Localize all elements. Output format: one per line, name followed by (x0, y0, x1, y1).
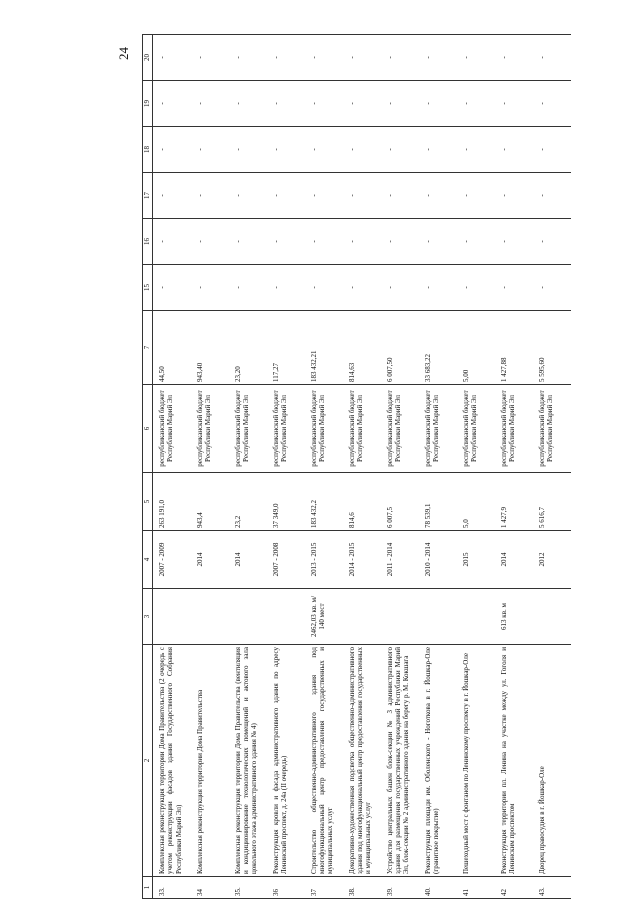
empty-value: - (267, 35, 305, 81)
document-page (108, 35, 616, 899)
funding-source: республиканский бюджет Республики Марий Эл (419, 385, 457, 473)
estimated-cost: 183 432,2 (305, 473, 343, 531)
empty-value: - (267, 81, 305, 127)
empty-value: - (229, 127, 267, 173)
empty-value: - (381, 81, 419, 127)
table-row (381, 35, 419, 899)
period: 2007 - 2009 (153, 531, 191, 589)
table-row (191, 35, 229, 899)
row-number: 40. (419, 877, 457, 899)
estimated-cost: 263 191,0 (153, 473, 191, 531)
empty-value: - (419, 173, 457, 219)
object-name: Реконструкция площади им. Оболенского - Ноготкова в г. Йошкар-Оле (гранитное покрытие) (419, 645, 457, 877)
estimated-cost: 23,2 (229, 473, 267, 531)
empty-value: - (343, 127, 381, 173)
empty-value: - (267, 127, 305, 173)
funding-amount: 814,63 (343, 311, 381, 385)
funding-amount: 117,27 (267, 311, 305, 385)
empty-value: - (381, 173, 419, 219)
funding-source: республиканский бюджет Республики Марий Эл (533, 385, 571, 473)
capacity (191, 589, 229, 645)
row-number: 43. (533, 877, 571, 899)
empty-value: - (419, 127, 457, 173)
funding-amount: 1 427,88 (495, 311, 533, 385)
empty-value: - (495, 173, 533, 219)
program-table (142, 34, 571, 899)
funding-amount: 23,20 (229, 311, 267, 385)
empty-value: - (343, 219, 381, 265)
empty-value: - (343, 173, 381, 219)
table-row (457, 35, 495, 899)
column-header: 20 (143, 35, 153, 81)
row-number: 38. (343, 877, 381, 899)
empty-value: - (229, 173, 267, 219)
table-row (305, 35, 343, 899)
empty-value: - (495, 35, 533, 81)
funding-source: республиканский бюджет Республики Марий Эл (457, 385, 495, 473)
empty-value: - (533, 35, 571, 81)
empty-value: - (229, 265, 267, 311)
row-number: 41 (457, 877, 495, 899)
table-row (495, 35, 533, 899)
empty-value: - (419, 35, 457, 81)
object-name: Комплексная реконструкция территории Дома Правительства (вентиляция и кондиционирование технологических помещений и актового зала цокольного этажа административного здания № 4) (229, 645, 267, 877)
empty-value: - (191, 35, 229, 81)
capacity: 2462,03 кв. м/ 140 мест (305, 589, 343, 645)
capacity (267, 589, 305, 645)
column-header: 4 (143, 531, 153, 589)
empty-value: - (495, 219, 533, 265)
capacity (381, 589, 419, 645)
empty-value: - (457, 81, 495, 127)
empty-value: - (533, 265, 571, 311)
capacity (457, 589, 495, 645)
empty-value: - (229, 81, 267, 127)
empty-value: - (457, 219, 495, 265)
table-row (533, 35, 571, 899)
funding-amount: 33 683,22 (419, 311, 457, 385)
funding-amount: 5,00 (457, 311, 495, 385)
empty-value: - (457, 35, 495, 81)
period: 2014 - 2015 (343, 531, 381, 589)
empty-value: - (305, 173, 343, 219)
column-header: 16 (143, 219, 153, 265)
object-name: Реконструкция кровли и фасада административного здания по адресу Ленинский проспект, д. 24а (II очередь) (267, 645, 305, 877)
empty-value: - (381, 127, 419, 173)
empty-value: - (305, 219, 343, 265)
empty-value: - (191, 81, 229, 127)
empty-value: - (495, 127, 533, 173)
funding-source: республиканский бюджет Республики Марий Эл (153, 385, 191, 473)
empty-value: - (191, 173, 229, 219)
table-row (267, 35, 305, 899)
estimated-cost: 78 539,1 (419, 473, 457, 531)
table-row (343, 35, 381, 899)
empty-value: - (457, 127, 495, 173)
empty-value: - (229, 35, 267, 81)
object-name: Дворец правосудия в г. Йошкар-Оле (533, 645, 571, 877)
empty-value: - (533, 173, 571, 219)
empty-value: - (381, 35, 419, 81)
column-header: 6 (143, 385, 153, 473)
empty-value: - (495, 81, 533, 127)
empty-value: - (267, 265, 305, 311)
row-number: 42 (495, 877, 533, 899)
empty-value: - (305, 265, 343, 311)
funding-amount: 6 007,50 (381, 311, 419, 385)
column-header: 5 (143, 473, 153, 531)
column-header: 7 (143, 311, 153, 385)
funding-source: республиканский бюджет Республики Марий Эл (305, 385, 343, 473)
capacity (153, 589, 191, 645)
funding-source: республиканский бюджет Республики Марий Эл (381, 385, 419, 473)
capacity (419, 589, 457, 645)
empty-value: - (495, 265, 533, 311)
period: 2007 - 2008 (267, 531, 305, 589)
row-number: 36 (267, 877, 305, 899)
row-number: 33. (153, 877, 191, 899)
empty-value: - (267, 219, 305, 265)
empty-value: - (381, 265, 419, 311)
column-header: 3 (143, 589, 153, 645)
empty-value: - (305, 35, 343, 81)
table-row (153, 35, 191, 899)
empty-value: - (457, 173, 495, 219)
period: 2010 - 2014 (419, 531, 457, 589)
column-header: 18 (143, 127, 153, 173)
estimated-cost: 6 007,5 (381, 473, 419, 531)
empty-value: - (229, 219, 267, 265)
estimated-cost: 814,6 (343, 473, 381, 531)
empty-value: - (305, 127, 343, 173)
empty-value: - (153, 173, 191, 219)
empty-value: - (153, 81, 191, 127)
page-number: 24 (116, 47, 131, 60)
period: 2012 (533, 531, 571, 589)
empty-value: - (191, 265, 229, 311)
capacity: 613 кв. м (495, 589, 533, 645)
empty-value: - (153, 265, 191, 311)
funding-amount: 183 432,21 (305, 311, 343, 385)
funding-amount: 5 595,60 (533, 311, 571, 385)
empty-value: - (343, 265, 381, 311)
funding-source: республиканский бюджет Республики Марий Эл (229, 385, 267, 473)
table-row (229, 35, 267, 899)
period: 2011 - 2014 (381, 531, 419, 589)
row-number: 34 (191, 877, 229, 899)
funding-source: республиканский бюджет Республики Марий Эл (343, 385, 381, 473)
column-header: 2 (143, 645, 153, 877)
object-name: Декоративно-художественная подсветка общественно-административного здания под многофункциональный центр предоставления государственных и муниципальных услуг (343, 645, 381, 877)
object-name: Комплексная реконструкция территории Дома Правительства (191, 645, 229, 877)
object-name: Пешеходный мост с фонтаном по Ленинскому проспекту в г. Йошкар-Оле (457, 645, 495, 877)
empty-value: - (533, 219, 571, 265)
empty-value: - (343, 35, 381, 81)
period: 2014 (229, 531, 267, 589)
empty-value: - (419, 81, 457, 127)
empty-value: - (457, 265, 495, 311)
empty-value: - (343, 81, 381, 127)
object-name: Реконструкция территории пл. Ленина на участке между ул. Гоголя и Ленинским проспектом (495, 645, 533, 877)
row-number: 37 (305, 877, 343, 899)
column-header: 17 (143, 173, 153, 219)
estimated-cost: 5,0 (457, 473, 495, 531)
empty-value: - (419, 265, 457, 311)
empty-value: - (381, 219, 419, 265)
period: 2013 - 2015 (305, 531, 343, 589)
empty-value: - (153, 127, 191, 173)
funding-amount: 943,40 (191, 311, 229, 385)
empty-value: - (153, 35, 191, 81)
object-name: Комплексная реконструкция территории Дома Правительства (2 очередь с учетом реконструкции фасадов здания Государственного Собрания Республики Марий Эл) (153, 645, 191, 877)
funding-source: республиканский бюджет Республики Марий Эл (191, 385, 229, 473)
column-header: 19 (143, 81, 153, 127)
empty-value: - (533, 127, 571, 173)
capacity (343, 589, 381, 645)
estimated-cost: 943,4 (191, 473, 229, 531)
estimated-cost: 1 427,9 (495, 473, 533, 531)
empty-value: - (419, 219, 457, 265)
column-header: 15 (143, 265, 153, 311)
period: 2014 (191, 531, 229, 589)
empty-value: - (191, 127, 229, 173)
empty-value: - (305, 81, 343, 127)
estimated-cost: 37 349,0 (267, 473, 305, 531)
row-number: 39. (381, 877, 419, 899)
period: 2014 (495, 531, 533, 589)
table-header-row (143, 35, 153, 899)
empty-value: - (191, 219, 229, 265)
empty-value: - (153, 219, 191, 265)
empty-value: - (267, 173, 305, 219)
object-name: Строительство общественно-административного здания под многофункциональный центр предоставления государственных и муниципальных услуг (305, 645, 343, 877)
period: 2015 (457, 531, 495, 589)
row-number: 35. (229, 877, 267, 899)
estimated-cost: 5 616,7 (533, 473, 571, 531)
table-row (419, 35, 457, 899)
capacity (229, 589, 267, 645)
funding-source: республиканский бюджет Республики Марий Эл (267, 385, 305, 473)
empty-value: - (533, 81, 571, 127)
funding-source: республиканский бюджет Республики Марий Эл (495, 385, 533, 473)
capacity (533, 589, 571, 645)
funding-amount: 44,50 (153, 311, 191, 385)
object-name: Устройство центральных башен блок-секции № 3 административного здания для размещения государственных учреждений Республики Марий Эл, блок-секции № 2 административного здания на берегу р. М. Кокшага (381, 645, 419, 877)
column-header: 1 (143, 877, 153, 899)
